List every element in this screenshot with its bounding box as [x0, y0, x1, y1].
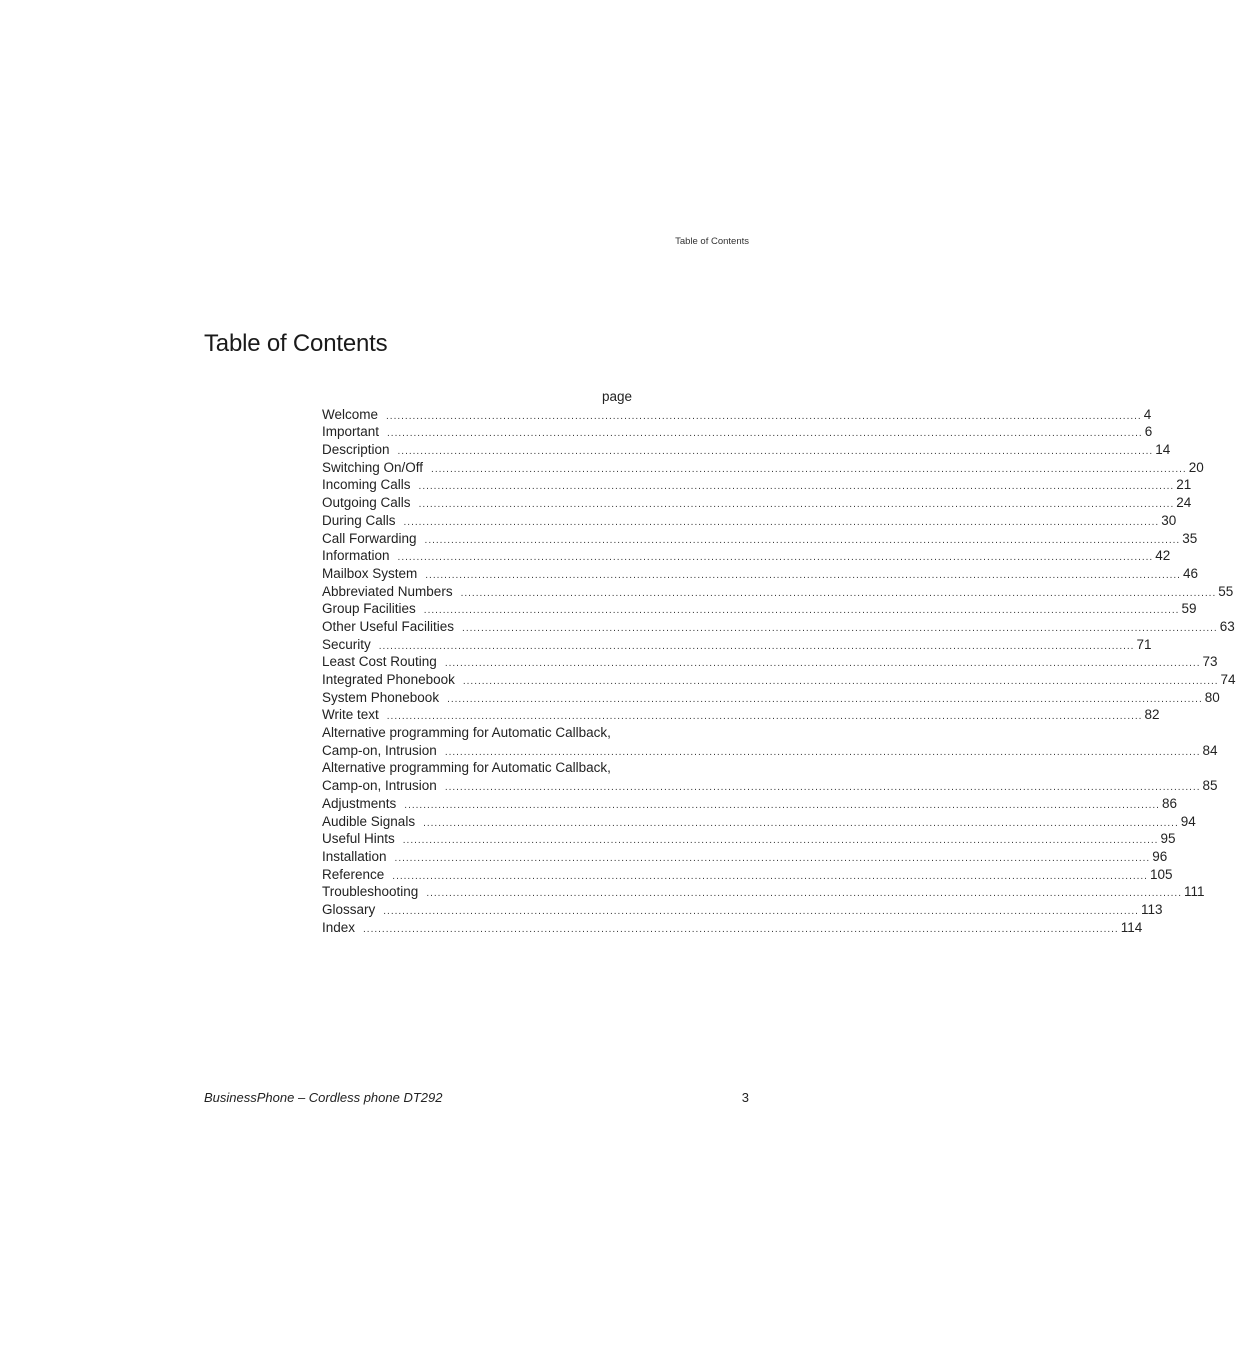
toc-entry-title: Write text — [322, 707, 379, 723]
toc-entry[interactable] — [322, 565, 1198, 583]
toc-entry[interactable] — [322, 866, 1173, 884]
dot-leader: ........................................................................................................................................................................................................ — [431, 463, 1187, 475]
toc-entry-page: 42 — [1155, 548, 1171, 564]
toc-entry[interactable] — [322, 583, 1234, 601]
toc-entry-page: 85 — [1202, 778, 1218, 794]
dot-leader: ........................................................................................................................................................................................................ — [386, 711, 1143, 723]
toc-entry-page: 84 — [1202, 742, 1218, 758]
toc-entry-title: Camp-on, Intrusion — [322, 742, 437, 758]
toc-entry-title: Reference — [322, 866, 385, 882]
toc-entry[interactable] — [322, 848, 1168, 866]
toc-entry-page: 71 — [1136, 636, 1152, 652]
toc-entry-title: Index — [322, 919, 356, 935]
dot-leader: ........................................................................................................................................................................................................ — [383, 905, 1139, 917]
toc-entry[interactable] — [322, 706, 1160, 724]
toc-entry[interactable] — [322, 813, 1196, 831]
toc-entry-title: Installation — [322, 848, 387, 864]
toc-entry-page: 35 — [1182, 530, 1198, 546]
toc-entry-page: 30 — [1161, 512, 1177, 528]
toc-entry-page: 95 — [1160, 831, 1176, 847]
toc-entry-title: Camp-on, Intrusion — [322, 778, 437, 794]
dot-leader: ........................................................................................................................................................................................................ — [444, 658, 1201, 670]
toc-entry-title: Security — [322, 636, 371, 652]
dot-leader: ........................................................................................................................................................................................................ — [397, 552, 1154, 564]
toc-entry-title: Description — [322, 442, 390, 458]
footer-document-title: BusinessPhone – Cordless phone DT292 — [204, 1090, 443, 1105]
dot-leader: ........................................................................................................................................................................................................ — [447, 693, 1203, 705]
toc-entry-title: Useful Hints — [322, 831, 395, 847]
toc-entry-page: 114 — [1120, 919, 1143, 935]
toc-entry[interactable] — [322, 618, 1235, 636]
toc-entry-page: 4 — [1143, 406, 1152, 422]
dot-leader: ........................................................................................................................................................................................................ — [394, 852, 1151, 864]
toc-entry[interactable] — [322, 901, 1163, 919]
toc-entry-page: 20 — [1188, 459, 1204, 475]
toc-entry-title: Group Facilities — [322, 601, 416, 617]
toc-entry-title: Abbreviated Numbers — [322, 583, 453, 599]
dot-leader: ........................................................................................................................................................................................................ — [418, 481, 1175, 493]
dot-leader: ........................................................................................................................................................................................................ — [425, 569, 1181, 581]
dot-leader: ........................................................................................................................................................................................................ — [378, 640, 1135, 652]
dot-leader: ........................................................................................................................................................................................................ — [403, 516, 1160, 528]
toc-entry-title: Adjustments — [322, 795, 397, 811]
toc-entry[interactable] — [322, 530, 1198, 548]
dot-leader: ........................................................................................................................................................................................................ — [444, 782, 1201, 794]
toc-entry-title: Welcome — [322, 406, 379, 422]
toc-entry-page: 73 — [1202, 654, 1218, 670]
toc-entry[interactable] — [322, 476, 1192, 494]
dot-leader: ........................................................................................................................................................................................................ — [397, 446, 1154, 458]
toc-entry-title: Integrated Phonebook — [322, 672, 455, 687]
toc-entry[interactable] — [322, 441, 1171, 459]
dot-leader: ........................................................................................................................................................................................................ — [424, 534, 1181, 546]
toc-entry-title-line: Alternative programming for Automatic Callback, — [322, 725, 611, 741]
dot-leader: ........................................................................................................................................................................................................ — [460, 587, 1217, 599]
toc-entry-page: 86 — [1161, 795, 1177, 811]
dot-leader: ........................................................................................................................................................................................................ — [387, 428, 1143, 440]
toc-entry-title: Switching On/Off — [322, 459, 424, 475]
toc-entry[interactable] — [322, 423, 1153, 441]
toc-entry-page: 59 — [1181, 601, 1197, 617]
dot-leader: ........................................................................................................................................................................................................ — [363, 923, 1119, 935]
toc-entry[interactable] — [322, 689, 1220, 707]
toc-entry-title: Audible Signals — [322, 813, 416, 829]
toc-entry-page: 113 — [1140, 901, 1163, 917]
toc-entry[interactable] — [322, 406, 1152, 424]
toc-entry[interactable] — [322, 494, 1192, 512]
dot-leader: ........................................................................................................................................................................................................ — [423, 817, 1179, 829]
toc-entry[interactable] — [322, 919, 1143, 937]
toc-entry-title-line: Alternative programming for Automatic Callback, — [322, 760, 611, 776]
toc-entry-title: Least Cost Routing — [322, 654, 437, 670]
page-column-label: page — [601, 389, 632, 404]
footer-page-number: 3 — [741, 1090, 749, 1105]
toc-entry-title: Call Forwarding — [322, 530, 417, 546]
toc-entry-title: Important — [322, 424, 380, 440]
toc-entry-page: 14 — [1155, 442, 1171, 458]
dot-leader: ........................................................................................................................................................................................................ — [392, 870, 1148, 882]
toc-entry[interactable] — [322, 883, 1205, 901]
toc-entry[interactable] — [322, 777, 1218, 795]
dot-leader: ........................................................................................................................................................................................................ — [444, 746, 1201, 758]
toc-entry[interactable] — [322, 547, 1171, 565]
toc-entry-title: During Calls — [322, 512, 396, 528]
toc-entry-title: System Phonebook — [322, 689, 440, 705]
toc-entry-title: Mailbox System — [322, 565, 418, 581]
toc-entry[interactable] — [322, 671, 1236, 689]
toc-entry-page: 82 — [1144, 707, 1160, 723]
toc-entry[interactable] — [322, 459, 1204, 477]
dot-leader: ........................................................................................................................................................................................................ — [386, 410, 1142, 422]
running-head: Table of Contents — [675, 236, 749, 247]
toc-entry[interactable] — [322, 830, 1176, 848]
dot-leader: ........................................................................................................................................................................................................ — [402, 835, 1159, 847]
toc-entry-page: 74 — [1220, 672, 1236, 687]
toc-entry-page: 105 — [1149, 866, 1173, 882]
dot-leader: ........................................................................................................................................................................................................ — [404, 799, 1160, 811]
toc-entry[interactable] — [322, 636, 1152, 654]
toc-entry-page: 21 — [1176, 477, 1192, 493]
toc-entry[interactable] — [322, 653, 1218, 671]
toc-entry-page: 63 — [1219, 618, 1235, 634]
toc-entry[interactable] — [322, 512, 1177, 530]
toc-entry-page: 96 — [1152, 848, 1168, 864]
toc-entry-title: Outgoing Calls — [322, 495, 411, 511]
toc-entry[interactable] — [322, 795, 1177, 813]
dot-leader: ........................................................................................................................................................................................................ — [426, 888, 1182, 900]
toc-entry-page: 80 — [1204, 689, 1220, 705]
toc-entry[interactable] — [322, 600, 1197, 618]
dot-leader: ........................................................................................................................................................................................................ — [462, 676, 1219, 687]
table-of-contents — [322, 388, 1236, 936]
toc-entry-page: 46 — [1182, 565, 1198, 581]
toc-entry-title: Information — [322, 548, 390, 564]
toc-entry-title: Incoming Calls — [322, 477, 411, 493]
toc-entry-page: 24 — [1176, 495, 1192, 511]
dot-leader: ........................................................................................................................................................................................................ — [418, 499, 1175, 511]
toc-entry[interactable] — [322, 742, 1218, 760]
toc-entry-title: Troubleshooting — [322, 884, 419, 900]
toc-entry-page: 94 — [1180, 813, 1196, 829]
toc-entry-page: 6 — [1144, 424, 1153, 440]
page-title: Table of Contents — [204, 330, 388, 357]
toc-entry-page: 111 — [1184, 884, 1205, 900]
toc-entry-title: Glossary — [322, 901, 376, 917]
dot-leader: ........................................................................................................................................................................................................ — [462, 622, 1218, 634]
toc-entry-title: Other Useful Facilities — [322, 618, 455, 634]
dot-leader: ........................................................................................................................................................................................................ — [423, 605, 1180, 617]
toc-entry-page: 55 — [1218, 583, 1234, 599]
